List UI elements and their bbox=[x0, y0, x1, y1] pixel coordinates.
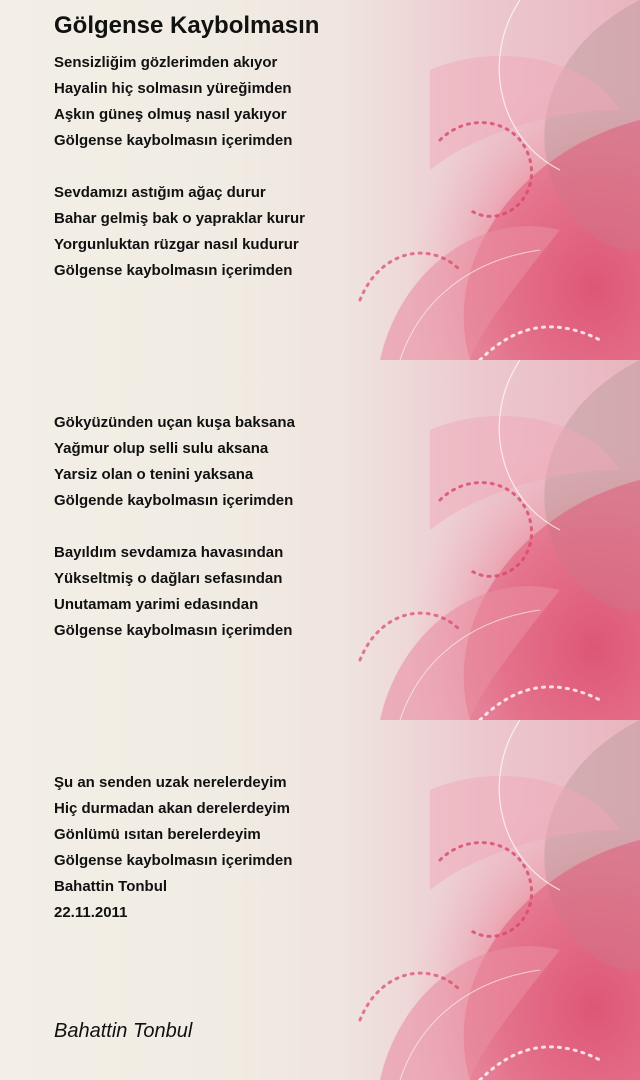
poem-line: Sensizliğim gözlerimden akıyor bbox=[54, 54, 278, 71]
poem-line: Gölgense kaybolmasın içerimden bbox=[54, 852, 293, 869]
poem-line: Gölgense kaybolmasın içerimden bbox=[54, 622, 293, 639]
poem-line: Şu an senden uzak nerelerdeyim bbox=[54, 774, 287, 791]
poem-title: Gölgense Kaybolmasın bbox=[54, 12, 320, 39]
poem-line: Hiç durmadan akan derelerdeyim bbox=[54, 800, 290, 817]
poem-line: Yükseltmiş o dağları sefasından bbox=[54, 570, 283, 587]
poem-line: Unutamam yarimi edasından bbox=[54, 596, 259, 613]
date-line: 22.11.2011 bbox=[54, 904, 128, 921]
poem-line: Gökyüzünden uçan kuşa baksana bbox=[54, 414, 295, 431]
poem-line: Yarsiz olan o tenini yaksana bbox=[54, 466, 254, 483]
poem-line: Gölgende kaybolmasın içerimden bbox=[54, 492, 294, 509]
poem-line: Aşkın güneş olmuş nasıl yakıyor bbox=[54, 106, 287, 123]
poem-line: Gönlümü ısıtan berelerdeyim bbox=[54, 826, 261, 843]
stanza-2 bbox=[54, 180, 305, 284]
background-panel-2 bbox=[0, 360, 640, 720]
poem-line: Gölgense kaybolmasın içerimden bbox=[54, 132, 293, 149]
stanza-4 bbox=[54, 540, 292, 644]
poem-line: Gölgense kaybolmasın içerimden bbox=[54, 262, 293, 279]
stanza-3 bbox=[54, 410, 295, 514]
poem-line: Bayıldım sevdamıza havasından bbox=[54, 544, 284, 561]
poem-line: Bahar gelmiş bak o yapraklar kurur bbox=[54, 210, 305, 227]
author-signature: Bahattin Tonbul bbox=[54, 1020, 193, 1042]
stanza-5 bbox=[54, 770, 292, 926]
poem-line: Sevdamızı astığım ağaç durur bbox=[54, 184, 266, 201]
author-line: Bahattin Tonbul bbox=[54, 878, 168, 895]
poem-line: Hayalin hiç solmasın yüreğimden bbox=[54, 80, 292, 97]
poem-line: Yorgunluktan rüzgar nasıl kudurur bbox=[54, 236, 299, 253]
stanza-1 bbox=[54, 50, 292, 154]
background-panel-1 bbox=[0, 0, 640, 360]
poem-line: Yağmur olup selli sulu aksana bbox=[54, 440, 269, 457]
